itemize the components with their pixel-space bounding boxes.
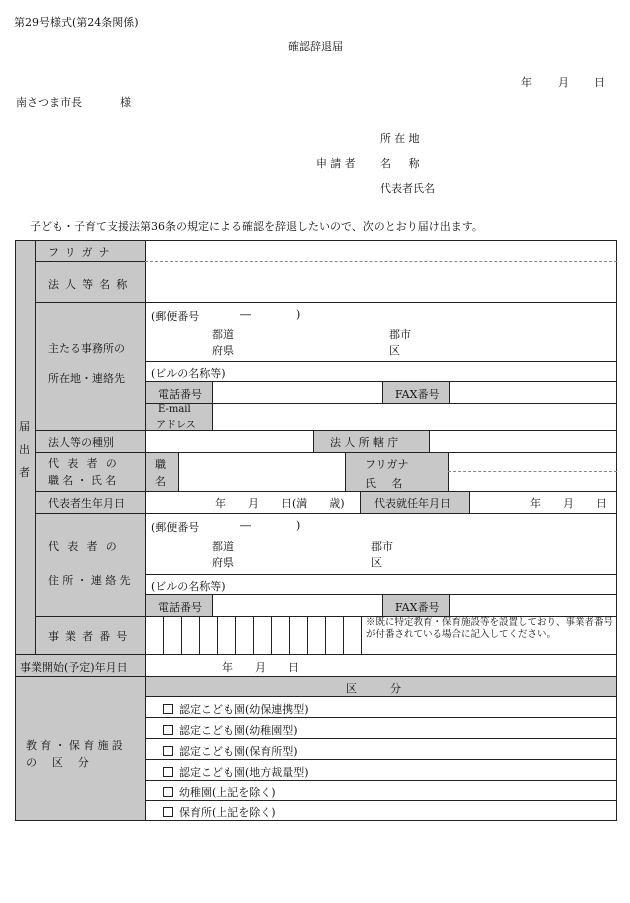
checkbox[interactable] bbox=[163, 787, 173, 797]
office-tel-label: 電話番号 bbox=[158, 388, 202, 401]
office-postal-close: ) bbox=[296, 308, 301, 321]
facility-option-5[interactable] bbox=[163, 784, 276, 800]
office-todofuken-2: 府県 bbox=[212, 344, 234, 357]
addressee-honorific: 様 bbox=[120, 96, 131, 109]
office-postal-label: (郵便番号 bbox=[151, 310, 200, 323]
shoku-label-1: 職 bbox=[155, 458, 166, 471]
term-value[interactable]: 年 月 日 bbox=[530, 497, 607, 510]
rep-fax-label: FAX番号 bbox=[395, 601, 440, 614]
term-label: 代表就任年月日 bbox=[374, 497, 451, 510]
office-building-label: (ビルの名称等) bbox=[151, 367, 226, 380]
applicant-name-label: 名称 bbox=[380, 157, 438, 170]
date-year: 年 bbox=[521, 76, 532, 89]
facility-option-4-label: 認定こども園(地方裁量型) bbox=[179, 766, 309, 779]
rep-title-field[interactable] bbox=[179, 453, 344, 490]
rep-todofuken-1: 都道 bbox=[212, 540, 234, 553]
rep-building-label: (ビルの名称等) bbox=[151, 580, 226, 593]
form-number: 第29号様式(第24条関係) bbox=[14, 16, 139, 29]
checkbox[interactable] bbox=[163, 746, 173, 756]
biz-no-field[interactable] bbox=[146, 617, 361, 653]
facility-label-1: 教育・保育施設 bbox=[26, 739, 127, 752]
furigana-label: フリガナ bbox=[48, 246, 116, 259]
facility-option-6-label: 保育所(上記を除く) bbox=[179, 806, 276, 819]
corp-type-field[interactable] bbox=[146, 431, 312, 451]
rep-name-field[interactable] bbox=[449, 453, 616, 490]
facility-option-5-label: 幼稚園(上記を除く) bbox=[179, 786, 276, 799]
corp-type-label: 法人等の種別 bbox=[48, 436, 114, 449]
rep-postal-dash: ― bbox=[240, 519, 251, 532]
checkbox[interactable] bbox=[163, 725, 173, 735]
office-todofuken-1: 都道 bbox=[212, 328, 234, 341]
rep-gunshi-1: 郡市 bbox=[371, 540, 393, 553]
email-field[interactable] bbox=[213, 404, 616, 429]
office-fax-field[interactable] bbox=[450, 382, 616, 402]
facility-option-4[interactable] bbox=[163, 764, 309, 780]
facility-option-1-label: 認定こども園(幼保連携型) bbox=[179, 703, 309, 716]
rep-gunshi-2: 区 bbox=[371, 556, 382, 569]
facility-option-2[interactable] bbox=[163, 722, 298, 738]
office-postal-dash: ― bbox=[240, 308, 251, 321]
form-table bbox=[15, 240, 617, 821]
birth-label: 代表者生年月日 bbox=[48, 497, 125, 510]
checkbox[interactable] bbox=[163, 704, 173, 714]
facility-option-6[interactable] bbox=[163, 804, 276, 820]
furigana-field[interactable] bbox=[146, 241, 616, 260]
corp-name-field[interactable] bbox=[146, 262, 616, 301]
rep-fax-field[interactable] bbox=[450, 595, 616, 615]
jurisdiction-field[interactable] bbox=[430, 431, 616, 451]
addressee: 南さつま市長 bbox=[16, 96, 82, 109]
rep-name-label-1: 代表者の bbox=[48, 457, 125, 470]
applicant-address-label: 所在地 bbox=[380, 132, 423, 145]
facility-option-1[interactable] bbox=[163, 701, 309, 717]
rep-postal-label: (郵便番号 bbox=[151, 521, 200, 534]
date-day: 日 bbox=[594, 76, 605, 89]
rep-furigana-label: フリガナ bbox=[365, 458, 409, 471]
rep-name-label-2: 職名・氏名 bbox=[48, 474, 120, 487]
rep-address-label-1: 代表者の bbox=[48, 540, 125, 553]
start-label: 事業開始(予定)年月日 bbox=[20, 661, 128, 674]
date-month: 月 bbox=[558, 76, 569, 89]
shoku-label-2: 名 bbox=[155, 475, 166, 488]
side-label-1: 届 bbox=[19, 420, 30, 433]
office-fax-label: FAX番号 bbox=[395, 388, 440, 401]
birth-value[interactable]: 年 月 日(満 歳) bbox=[215, 497, 345, 510]
corp-name-label: 法人等名称 bbox=[48, 278, 134, 291]
facility-option-3[interactable] bbox=[163, 743, 298, 759]
office-gunshi-1: 郡市 bbox=[389, 328, 411, 341]
rep-postal-close: ) bbox=[296, 519, 301, 532]
intro-text: 子ども・子育て支援法第36条の規定による確認を辞退したいので、次のとおり届け出ます。 bbox=[30, 220, 483, 233]
checkbox[interactable] bbox=[163, 767, 173, 777]
rep-address-label-2: 住所・連絡先 bbox=[48, 574, 134, 587]
facility-option-3-label: 認定こども園(保育所型) bbox=[179, 745, 298, 758]
biz-no-label: 事業者番号 bbox=[48, 630, 134, 643]
facility-label-2: の区分 bbox=[26, 756, 104, 769]
rep-shimei-label: 氏名 bbox=[365, 477, 418, 490]
biz-no-note: ※既に特定教育・保育施設等を設置しており、事業者番号が付番されている場合に記入してください。 bbox=[366, 617, 614, 640]
applicant-label: 申請者 bbox=[316, 157, 359, 170]
start-value[interactable]: 年 月 日 bbox=[222, 661, 299, 674]
office-label-1: 主たる事務所の bbox=[48, 342, 125, 355]
page-title: 確認辞退届 bbox=[288, 40, 343, 53]
facility-option-2-label: 認定こども園(幼稚園型) bbox=[179, 724, 298, 737]
office-label-2: 所在地・連絡先 bbox=[48, 372, 125, 385]
rep-tel-label: 電話番号 bbox=[158, 601, 202, 614]
applicant-rep-label: 代表者氏名 bbox=[380, 182, 435, 195]
office-tel-field[interactable] bbox=[213, 382, 381, 402]
office-gunshi-2: 区 bbox=[389, 344, 400, 357]
email-label-1: E-mail bbox=[158, 404, 191, 415]
side-label-3: 者 bbox=[19, 466, 30, 479]
rep-todofuken-2: 府県 bbox=[212, 556, 234, 569]
kubun-header: 区 分 bbox=[346, 682, 401, 695]
jurisdiction-label: 法人所轄庁 bbox=[330, 436, 402, 449]
rep-tel-field[interactable] bbox=[213, 595, 381, 615]
checkbox[interactable] bbox=[163, 807, 173, 817]
email-label-2: アドレス bbox=[156, 420, 196, 431]
side-label-2: 出 bbox=[19, 443, 30, 456]
